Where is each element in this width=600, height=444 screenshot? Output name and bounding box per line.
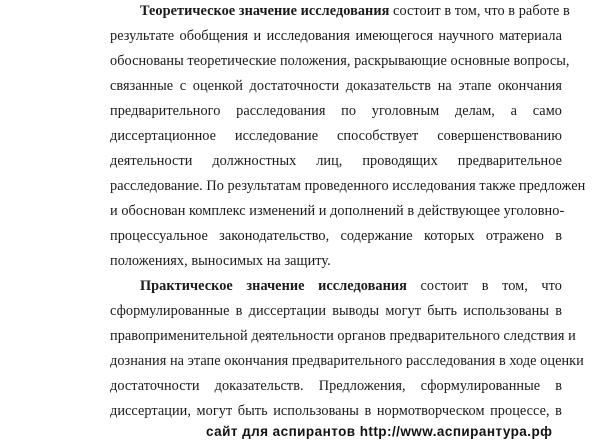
paragraph-line: дознания на этапе окончания предварительного расследования в ходе оценки	[110, 353, 584, 369]
paragraph-line: результате обобщения и исследования имеющегося научного материала	[110, 28, 562, 44]
paragraph-line: положениях, выносимых на защиту.	[110, 253, 331, 269]
paragraph-line: процессуальное законодательство, содержание которых отражено в	[110, 228, 562, 244]
paragraph-line: деятельности должностных лиц, проводящих предварительное	[110, 153, 562, 169]
paragraph-line: достаточности доказательств. Предложения, сформулированные в	[110, 378, 562, 394]
paragraph-line: расследование. По результатам проведенного исследования также предложен	[110, 178, 586, 194]
paragraph-line: диссертационное исследование способствует совершенствованию	[110, 128, 562, 144]
paragraph-line: правоприменительной деятельности органов предварительного следствия и	[110, 328, 576, 344]
site-footer-caption: сайт для аспирантов http://www.аспирантура.рф	[206, 424, 553, 439]
paragraph-line: Практическое значение исследования состоит в том, что	[140, 278, 562, 294]
paragraph-line: сформулированные в диссертации выводы могут быть использованы в	[110, 303, 562, 319]
paragraph-line: Теоретическое значение исследования состоит в том, что в работе в	[140, 3, 570, 19]
theoretical-significance-heading: Теоретическое значение исследования	[140, 3, 390, 19]
paragraph-line: предварительного расследования по уголовным делам, а само	[110, 103, 562, 119]
paragraph-line: диссертации, могут быть использованы в нормотворческом процессе, в	[110, 403, 562, 419]
paragraph-line: обоснованы теоретические положения, раскрывающие основные вопросы,	[110, 53, 570, 69]
practical-significance-heading: Практическое значение исследования	[140, 278, 407, 294]
paragraph-line: и обоснован комплекс изменений и дополнений в действующее уголовно-	[110, 203, 565, 219]
paragraph-line: связанные с оценкой достаточности доказательств на этапе окончания	[110, 78, 562, 94]
